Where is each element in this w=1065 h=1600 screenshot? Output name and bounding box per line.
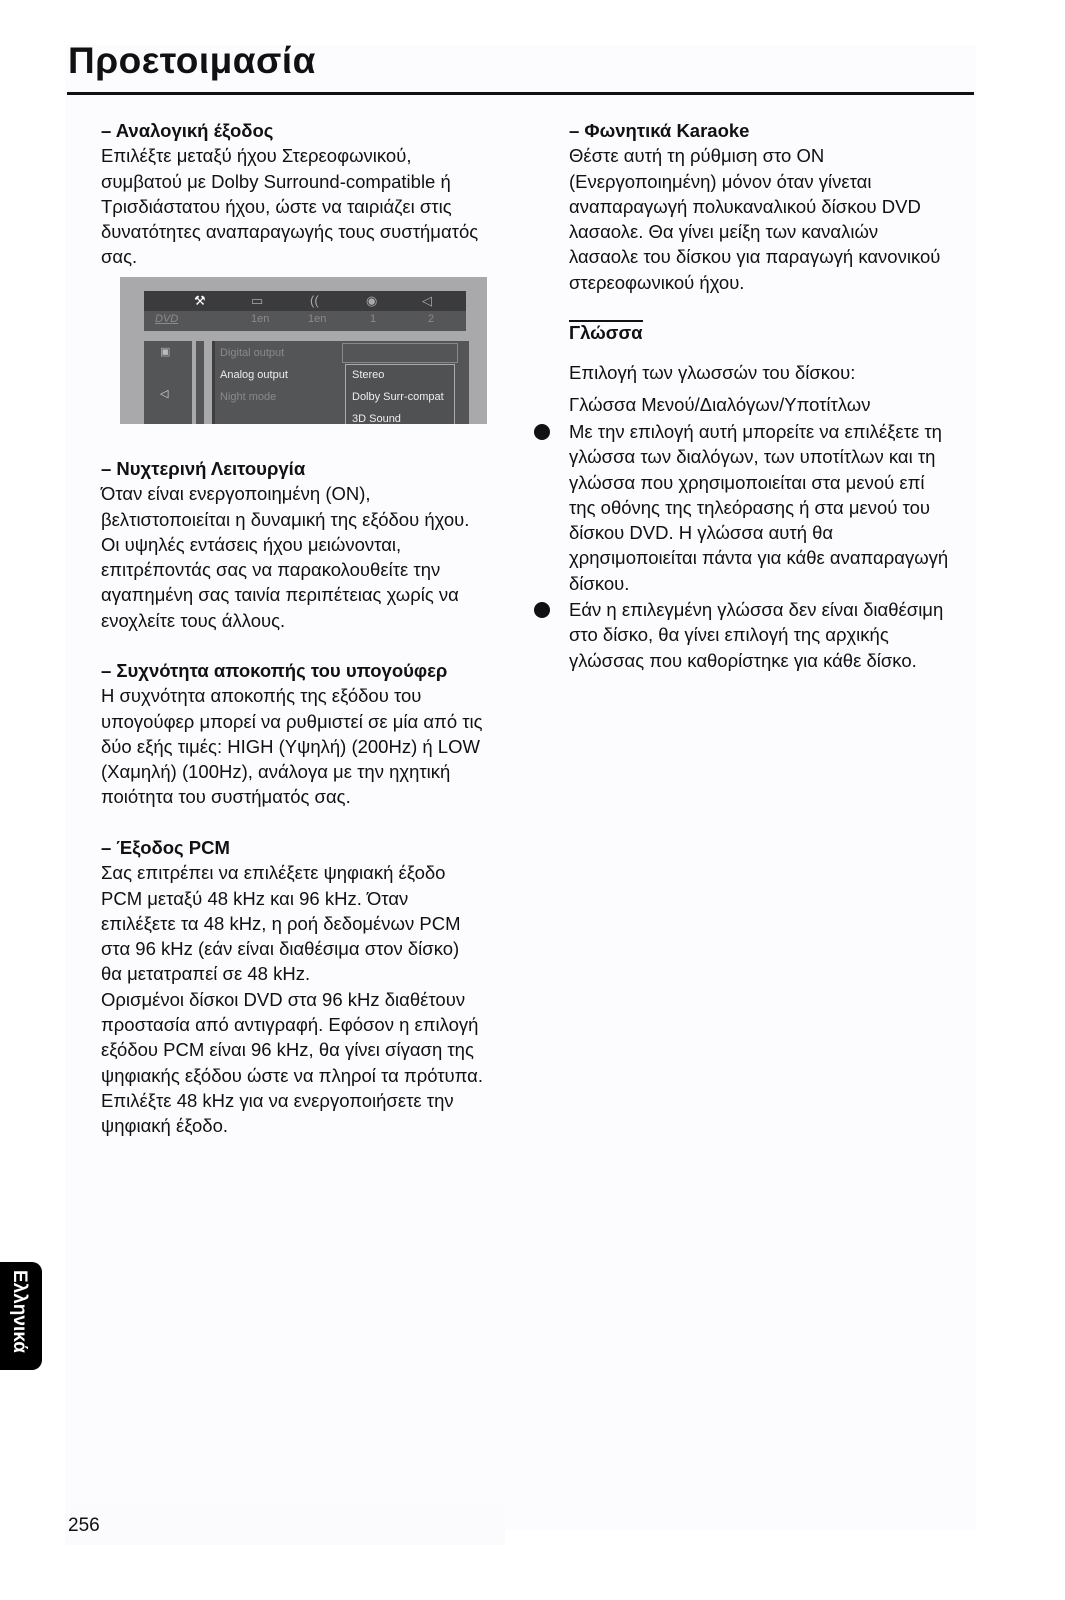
section-heading: – Νυχτερινή Λειτουργία — [101, 458, 306, 479]
text-line: επιτρέποντάς σας να παρακολουθείτε την — [101, 559, 441, 581]
osd-value: 1 — [370, 313, 377, 325]
text-line: Θέστε αυτή τη ρύθμιση στο ON — [569, 145, 825, 167]
section-body — [101, 143, 478, 269]
setup-icon: ⚒ — [194, 293, 206, 308]
section-night-mode — [101, 456, 469, 633]
language-side-tab — [0, 1262, 42, 1370]
speaker-icon: ◁ — [160, 388, 169, 400]
text-line: (Χαμηλή) (100Hz), ανάλογα με την ηχητική — [101, 761, 451, 783]
osd-screenshot — [120, 277, 487, 424]
bullet-item — [569, 597, 948, 673]
user-icon: ▣ — [160, 346, 171, 358]
text-line: Ορισμένοι δίσκοι DVD στα 96 kHz διαθέτουν — [101, 988, 466, 1010]
text-line: γλώσσα των διαλόγων, των υποτίτλων και τη — [569, 446, 936, 468]
language-heading — [569, 320, 643, 345]
background-footer — [65, 1510, 505, 1545]
text-line: χρησιμοποιείται πάντα για κάθε αναπαραγωγή — [569, 547, 949, 569]
section-heading: – Φωνητικά Karaoke — [569, 120, 750, 141]
text-line: θα μετατραπεί σε 48 kHz. — [101, 963, 311, 985]
text-line: PCM μεταξύ 48 kHz και 96 kHz. Όταν — [101, 887, 409, 909]
osd-menu-item-selected: Analog output — [220, 369, 288, 381]
side-tab-label: Ελληνικά — [9, 1270, 30, 1353]
text-line: δύο εξής τιμές: HIGH (Υψηλή) (200Hz) ή LOW — [101, 735, 480, 757]
section-body — [569, 143, 940, 295]
text-line: αγαπημένη σας ταινία περιπέτειας χωρίς να — [101, 584, 459, 606]
language-subheading: Επιλογή των γλωσσών του δίσκου: — [569, 362, 856, 383]
section-analog-output — [101, 118, 478, 270]
text-line: στο δίσκο, θα γίνει επιλογή της αρχικής — [569, 624, 889, 646]
text-line: (Ενεργοποιημένη) μόνον όταν γίνεται — [569, 170, 872, 192]
section-subwoofer — [101, 658, 483, 810]
section-karaoke — [569, 118, 940, 295]
text-line: βελτιστοποιείται η δυναμική της εξόδου ήχου. — [101, 508, 470, 530]
section-body — [101, 860, 483, 1138]
page-number: 256 — [68, 1515, 100, 1536]
text-line: Όταν είναι ενεργοποιημένη (ON), — [101, 483, 371, 505]
text-line: Σας επιτρέπει να επιλέξετε ψηφιακή έξοδο — [101, 862, 446, 884]
osd-option: Dolby Surr-compat — [352, 391, 444, 403]
section-heading: – Έξοδος PCM — [101, 837, 230, 858]
osd-divider — [196, 341, 204, 424]
text-line: Εάν η επιλεγμένη γλώσσα δεν είναι διαθέσιμη — [569, 599, 944, 621]
bullet-list — [569, 419, 948, 673]
title-rule — [67, 92, 974, 95]
text-line: γλώσσα που χρησιμοποιείται στα μενού επί — [569, 471, 925, 493]
dvd-logo: DVD — [155, 313, 179, 325]
language-title: Γλώσσα — [569, 322, 643, 343]
text-line: δίσκου DVD. Η γλώσσα αυτή θα — [569, 522, 834, 544]
text-line: Η συχνότητα αποκοπής της εξόδου του — [101, 685, 422, 707]
text-line: επιλέξετε τα 48 kHz, η ροή δεδομένων PCM — [101, 912, 461, 934]
text-line: υπογούφερ μπορεί να ρυθμιστεί σε μία από τις — [101, 710, 483, 732]
text-line: γλώσσας που καθορίστηκε για κάθε δίσκο. — [569, 649, 917, 671]
page-title: Προετοιμασία — [68, 40, 316, 81]
audio-icon: (( — [310, 293, 319, 308]
osd-value: 2 — [428, 313, 435, 325]
text-line: της οθόνης της τηλεόρασης ή στα μενού του — [569, 496, 931, 518]
angle-icon: ◉ — [366, 293, 378, 308]
text-line: εξόδου PCM είναι 96 kHz, θα γίνει σίγαση της — [101, 1039, 474, 1061]
text-line: σας. — [101, 246, 138, 268]
section-pcm-output — [101, 835, 483, 1139]
text-line: δίσκου. — [569, 572, 630, 594]
section-body — [101, 481, 469, 633]
bullet-icon — [534, 602, 550, 618]
text-line: Οι υψηλές εντάσεις ήχου μειώνονται, — [101, 533, 402, 555]
text-line: Επιλέξτε 48 kHz για να ενεργοποιήσετε την — [101, 1089, 454, 1111]
section-heading: – Συχνότητα αποκοπής του υπογούφερ — [101, 660, 448, 681]
text-line: προστασία από αντιγραφή. Εφόσον η επιλογή — [101, 1014, 479, 1036]
bullet-text — [569, 419, 948, 596]
language-subheading: Γλώσσα Μενού/Διαλόγων/Υποτίτλων — [569, 394, 871, 415]
osd-value-box — [342, 343, 458, 363]
text-line: Τρισδιάστατου ήχου, ώστε να ταιριάζει στις — [101, 195, 452, 217]
subtitle-icon: ▭ — [251, 293, 264, 308]
speaker-icon: ◁ — [422, 293, 432, 308]
osd-option: Stereo — [352, 369, 385, 381]
text-line: λασαολε. Θα γίνει μείξη των καναλιών — [569, 221, 879, 243]
text-line: Επιλέξτε μεταξύ ήχου Στερεοφωνικού, — [101, 145, 412, 167]
section-heading: – Αναλογική έξοδος — [101, 120, 274, 141]
bullet-icon — [534, 424, 550, 440]
osd-value-bar — [144, 311, 466, 331]
text-line: ψηφιακής εξόδου ώστε να πληροί τα πρότυπα. — [101, 1064, 484, 1086]
text-line: αναπαραγωγή πολυκαναλικού δίσκου DVD — [569, 195, 921, 217]
osd-menu-item: Digital output — [220, 347, 285, 359]
text-line: Με την επιλογή αυτή μπορείτε να επιλέξετε τη — [569, 421, 942, 442]
osd-value: 1en — [251, 313, 270, 325]
text-line: ποιότητα του συστήματός σας. — [101, 786, 351, 808]
osd-value: 1en — [308, 313, 327, 325]
text-line: ενοχλείτε τους άλλους. — [101, 609, 286, 631]
text-line: δυνατότητες αναπαραγωγής τους συστήματός — [101, 221, 479, 243]
bullet-item — [569, 419, 948, 596]
text-line: λασαολε του δίσκου για παραγωγή κανονικού — [569, 246, 941, 268]
text-line: ψηφιακή έξοδο. — [101, 1115, 229, 1137]
bullet-text — [569, 597, 948, 673]
text-line: συμβατού με Dolby Surround-compatible ή — [101, 170, 451, 192]
osd-option: 3D Sound — [352, 413, 401, 424]
text-line: στερεοφωνικού ήχου. — [569, 271, 745, 293]
section-body — [101, 683, 483, 809]
osd-menu-item: Night mode — [220, 391, 277, 403]
text-line: στα 96 kHz (εάν είναι διαθέσιμα στον δίσκο) — [101, 938, 460, 960]
